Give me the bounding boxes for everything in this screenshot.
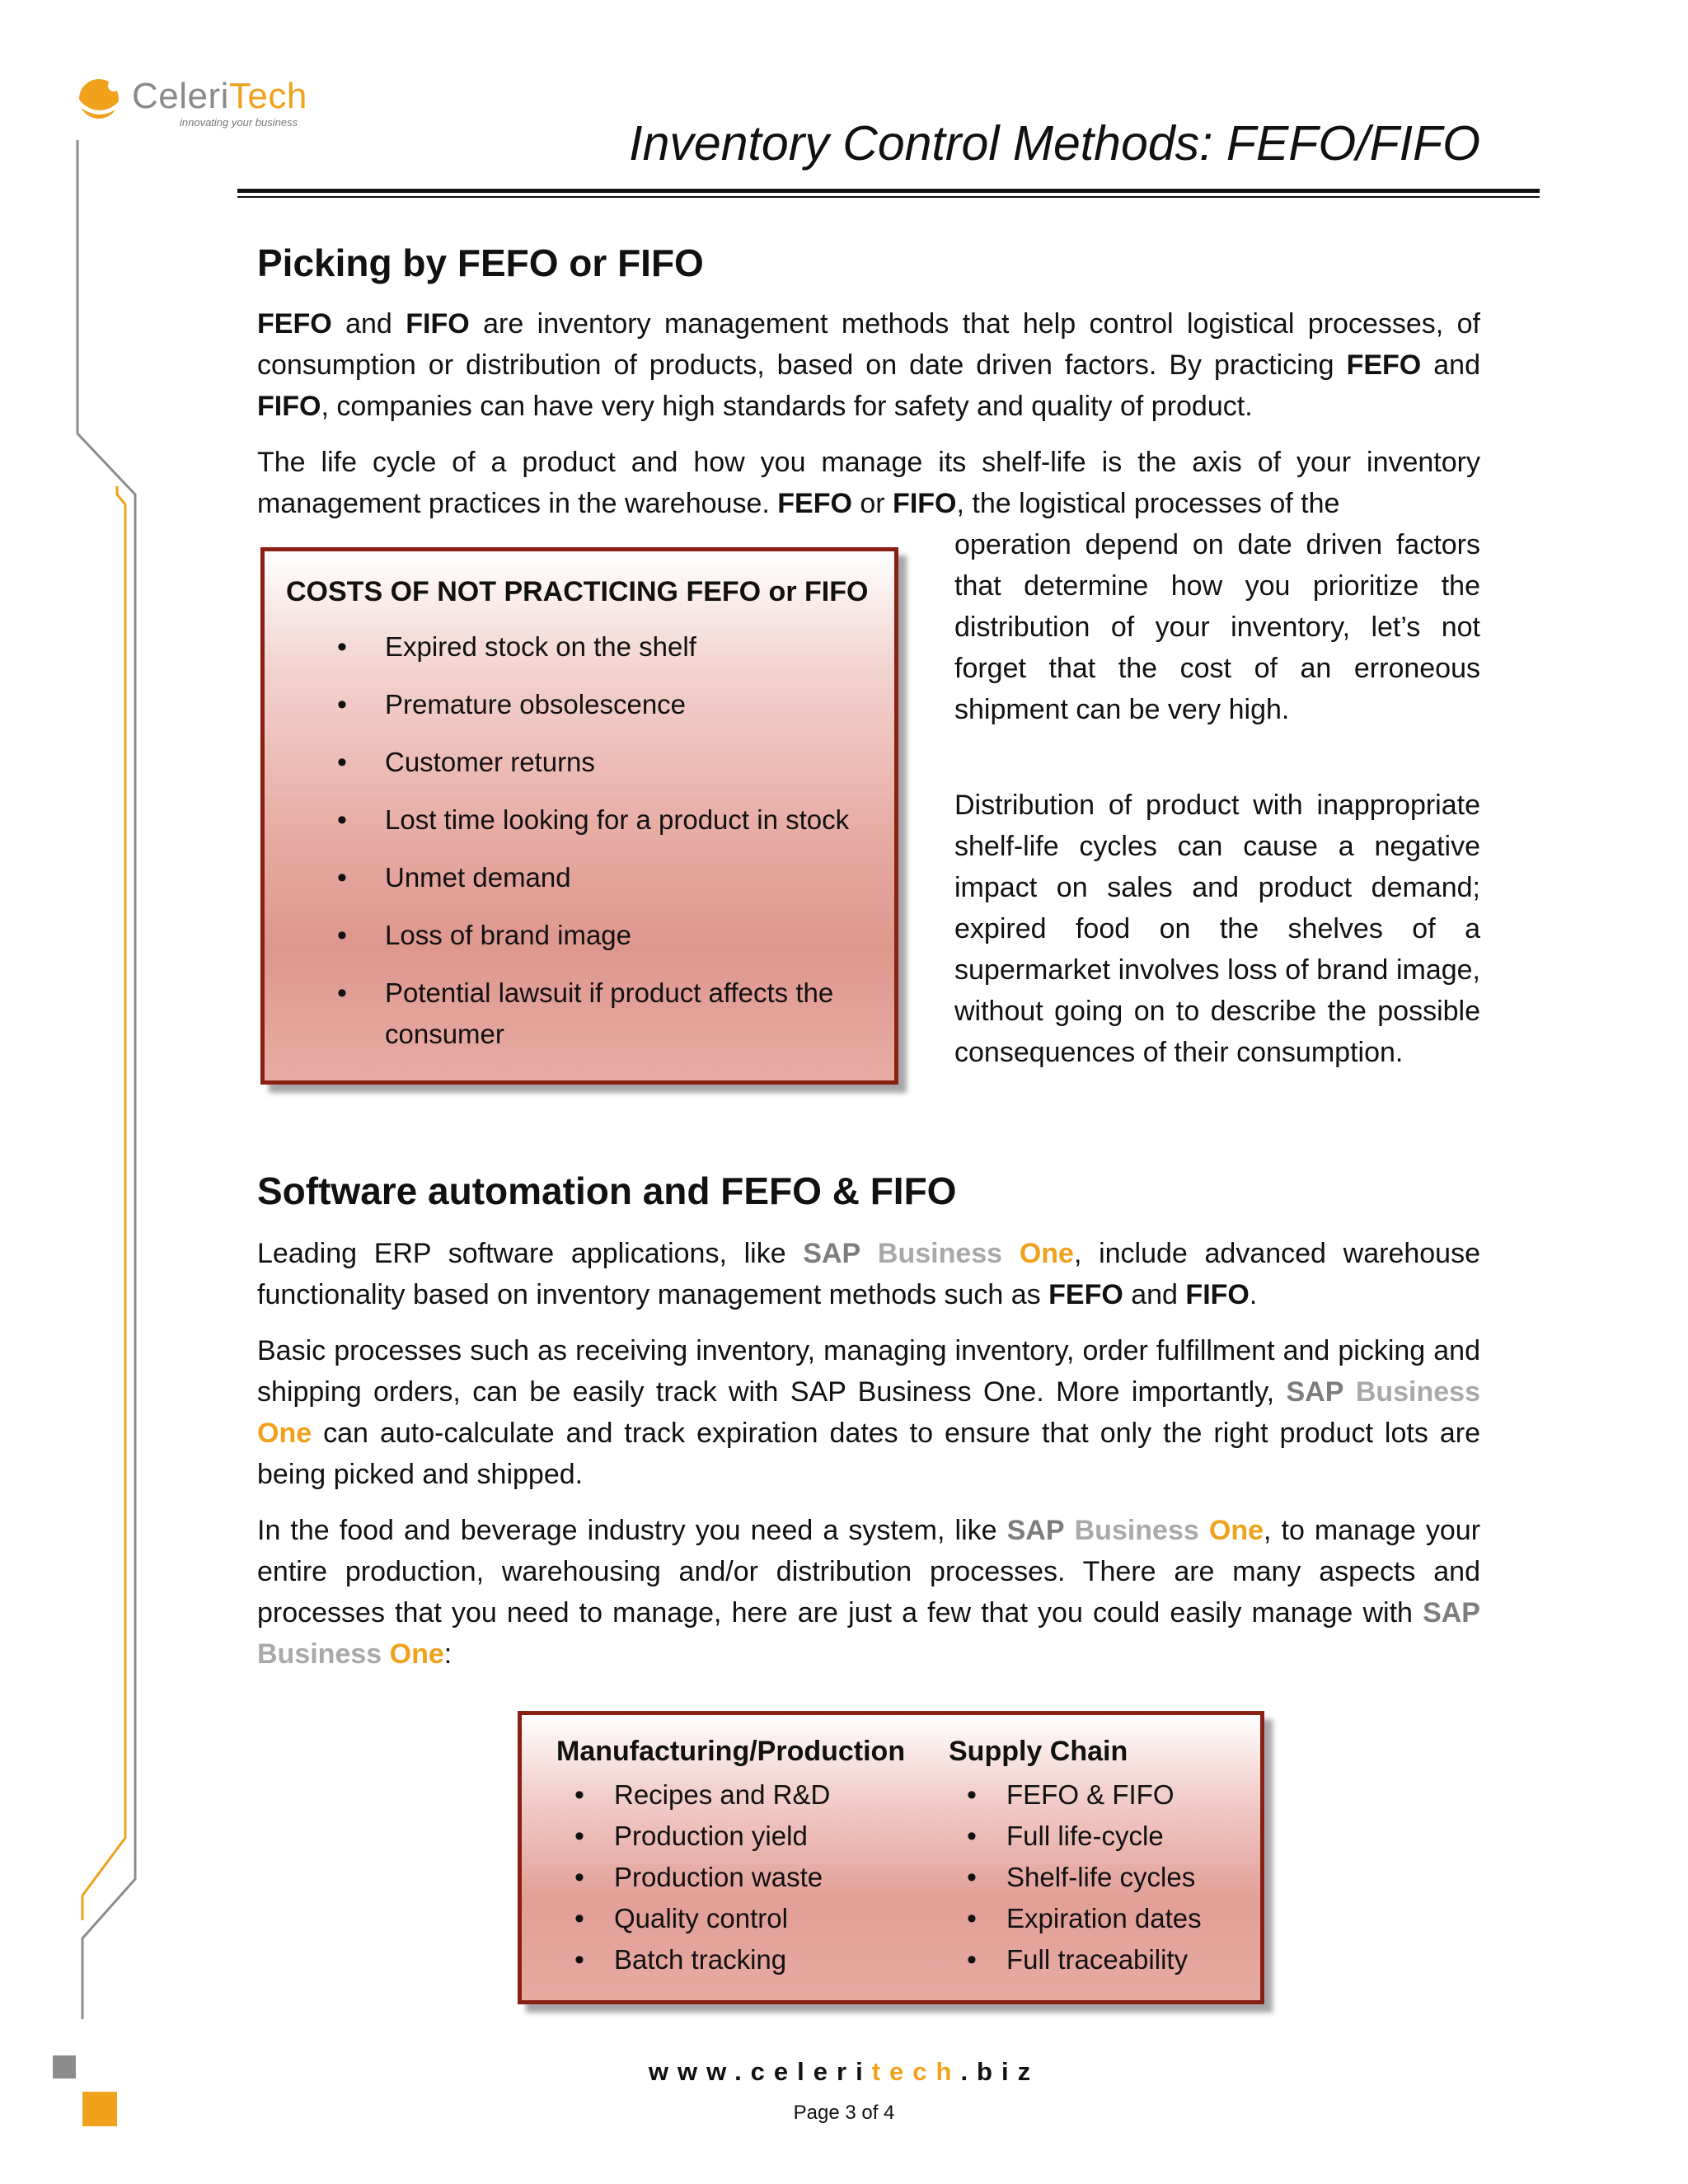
logo-swoosh-icon	[73, 71, 132, 129]
list-item: • Expiration dates	[949, 1898, 1202, 1939]
list-item: • Shelf-life cycles	[949, 1857, 1202, 1898]
title-rule-thick	[237, 189, 1540, 193]
supply-chain-list	[949, 1774, 1202, 1980]
list-item: • Potential lawsuit if product affects the consumer	[286, 972, 874, 1055]
title-rule-thin	[237, 196, 1540, 198]
list-item: • Expired stock on the shelf	[286, 626, 874, 668]
footer-website-link[interactable]: www.celeritech.biz	[648, 2057, 1040, 2086]
supply-chain-heading: Supply Chain	[949, 1736, 1128, 1767]
list-item: • Unmet demand	[286, 857, 874, 898]
paragraph-life-cycle-top: The life cycle of a product and how you manage its shelf-life is the axis of your inventory management practices in the warehouse. FEFO or FIFO, the logistical processes of the	[257, 447, 1480, 519]
costs-heading: COSTS OF NOT PRACTICING FEFO or FIFO	[286, 576, 869, 607]
features-callout-box	[518, 1711, 1264, 2004]
list-item: • Full traceability	[949, 1939, 1202, 1980]
document-title: Inventory Control Methods: FEFO/FIFO	[629, 116, 1480, 171]
costs-callout-box	[260, 547, 898, 1085]
list-item: • Customer returns	[286, 742, 874, 783]
page-number: Page 3 of 4	[793, 2102, 895, 2124]
costs-list	[286, 626, 874, 1055]
section-heading-picking: Picking by FEFO or FIFO	[257, 241, 704, 284]
list-item: • Recipes and R&D	[556, 1774, 905, 1816]
manufacturing-list	[556, 1774, 905, 1980]
paragraph-food-beverage: In the food and beverage industry you need a system, like SAP Business One, to manage your entire production, warehousing and/or distribution processes. There are many aspects and processes that you need to manage, here are just a few that you could easily manage with SAP Business One:	[257, 1515, 1481, 1670]
list-item: • Batch tracking	[556, 1939, 905, 1980]
paragraph-erp: Leading ERP software applications, like SAP Business One, include advanced warehouse functionality based on inventory management methods such as FEFO and FIFO.	[257, 1238, 1480, 1310]
list-item: • Loss of brand image	[286, 915, 874, 956]
manufacturing-column	[556, 1732, 905, 1980]
paragraph-basic-processes: Basic processes such as receiving inventory, managing inventory, order fulfillment and picking and shipping orders, can be easily track with SAP Business One. More importantly, SAP Business One can auto-calculate and track expiration dates to ensure that only the right product lots are being picked and shipped.	[257, 1335, 1480, 1490]
supply-chain-column	[949, 1732, 1202, 1980]
logo-tagline: innovating your business	[180, 116, 298, 129]
list-item: • Production waste	[556, 1857, 905, 1898]
list-item: • Quality control	[556, 1898, 905, 1939]
list-item: • Full life-cycle	[949, 1816, 1202, 1857]
decorative-orange-square	[82, 2092, 117, 2126]
paragraph-distribution: Distribution of product with inappropriate shelf-life cycles can cause a negative impact on sales and product demand; expired food on the shelves of a supermarket involves loss of brand image, without going on to describe the possible consequences of their consumption.	[954, 790, 1480, 1068]
paragraph-life-cycle-right: operation depend on date driven factors that determine how you prioritize the distribution of your inventory, let’s not forget that the cost of an erroneous shipment can be very high.	[954, 529, 1480, 725]
paragraph-fefo-fifo-intro: FEFO and FIFO are inventory management methods that help control logistical processes, of consumption or distribution of products, based on date driven factors. By practicing FEFO and FIFO, companies can have very high standards for safety and quality of product.	[257, 308, 1480, 422]
manufacturing-heading: Manufacturing/Production	[556, 1736, 906, 1767]
list-item: • FEFO & FIFO	[949, 1774, 1202, 1816]
decorative-gray-square	[53, 2055, 76, 2079]
list-item: • Production yield	[556, 1816, 905, 1857]
section-heading-software: Software automation and FEFO & FIFO	[257, 1169, 957, 1212]
list-item: • Lost time looking for a product in stock	[286, 799, 874, 841]
logo-wordmark: CeleriTech	[132, 76, 307, 116]
decorative-side-lines	[0, 0, 165, 2184]
list-item: • Premature obsolescence	[286, 684, 874, 725]
